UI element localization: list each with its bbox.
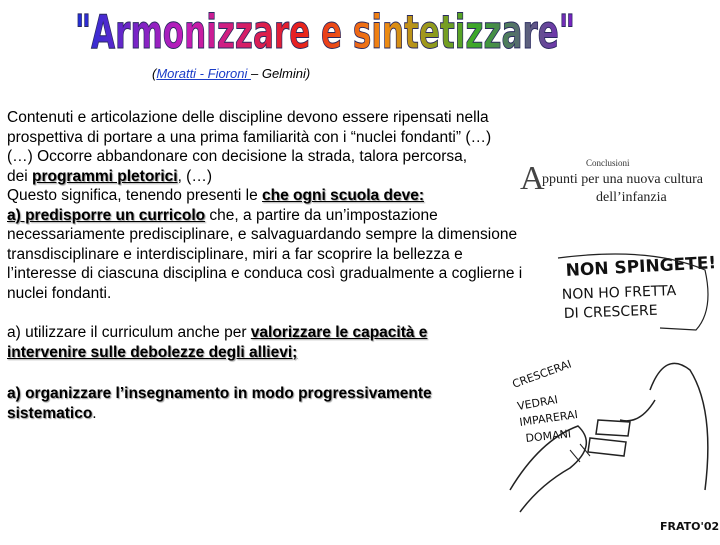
book-initial: A bbox=[520, 160, 545, 197]
paragraph-4-emphasis: a) predisporre un curricolo bbox=[7, 206, 206, 224]
authors-line bbox=[152, 66, 310, 81]
cartoon-reply-3: IMPARERAI bbox=[518, 407, 579, 429]
cartoon-speech-1: NON SPINGETE! bbox=[565, 253, 717, 281]
hand-left bbox=[596, 420, 630, 436]
cartoon-reply-1: CRESCERAI bbox=[510, 357, 574, 391]
motion-line-1 bbox=[570, 450, 580, 462]
body-text bbox=[7, 108, 527, 423]
paragraph-3 bbox=[7, 186, 527, 206]
paragraph-2-emphasis: programmi pletorici bbox=[32, 167, 178, 185]
cartoon-speech-3: DI CRESCERE bbox=[563, 302, 658, 322]
authors-rest: – Gelmini) bbox=[250, 66, 311, 81]
paragraph-3-start: Questo significa, tenendo presenti le bbox=[7, 187, 263, 204]
cartoon-illustration bbox=[500, 250, 720, 540]
paragraph-6-emphasis: a) organizzare l’insegnamento in modo progressivamente sistematico bbox=[7, 385, 432, 422]
paragraph-5-start: a) utilizzare il curriculum anche per bbox=[7, 324, 251, 341]
book-small-label: Conclusioni bbox=[586, 158, 630, 168]
paragraph-6-end: . bbox=[92, 404, 97, 422]
book-title-line-1: ppunti per una nuova cultura bbox=[542, 172, 703, 187]
cartoon-reply-2: VEDRAI bbox=[516, 393, 559, 413]
paragraph-2-start: (…) Occorre abbandonare con decisione la strada, talora percorsa, dei bbox=[7, 148, 468, 185]
book-cover-logo bbox=[520, 150, 703, 210]
hand-right bbox=[588, 438, 626, 456]
cartoon-reply-4: DOMANI bbox=[524, 427, 572, 445]
slide-title-text: "Armonizzare e sintetizzare" bbox=[75, 5, 575, 59]
paragraph-6 bbox=[7, 384, 507, 423]
paragraph-2 bbox=[7, 147, 487, 186]
paragraph-4-rest: che, a partire da un’impostazione necessariamente predisciplinare, e salvaguardando sempre la dimensione transdisciplinare e interdisciplinare, miri a far scoprire la bellezza e l’interesse di ciascuna disciplina e conduca così gradualmente a coglierne i nuclei fondanti. bbox=[7, 206, 523, 302]
paragraph-5-emphasis: valorizzare le capacità e intervenire sulle debolezze degli allievi; bbox=[7, 324, 428, 361]
cartoon-signature: FRATO'02 bbox=[660, 520, 720, 533]
paragraph-5 bbox=[7, 323, 502, 362]
authors-open: ( bbox=[152, 66, 157, 81]
paragraph-1: Contenuti e articolazione delle discipline devono essere ripensati nella prospettiva di portare a una prima familiarità con i “nuclei fondanti” (…) bbox=[7, 109, 492, 146]
figure-arm bbox=[620, 400, 655, 421]
paragraph-3-emphasis: che ogni scuola deve: bbox=[262, 187, 424, 204]
book-title-line-2: dell’infanzia bbox=[596, 190, 667, 205]
authors-link[interactable]: Moratti - Fioroni bbox=[156, 66, 251, 81]
cartoon-speech-2: NON HO FRETTA bbox=[561, 283, 677, 303]
slide-title bbox=[70, 2, 580, 60]
figure-outline bbox=[650, 363, 708, 490]
paragraph-4 bbox=[7, 206, 525, 304]
paragraph-2-end: , (…) bbox=[177, 167, 212, 185]
